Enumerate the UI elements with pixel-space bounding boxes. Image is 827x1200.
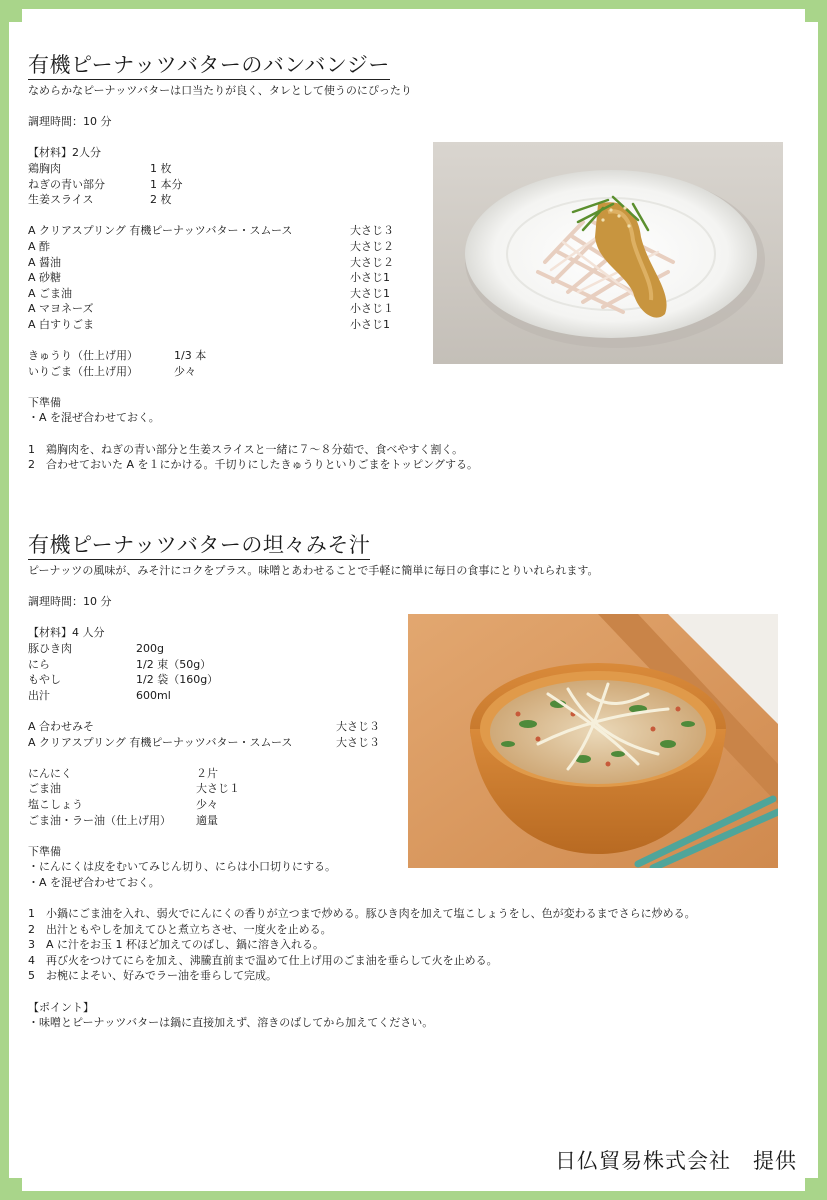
ingredient-name: 生姜スライス xyxy=(28,193,94,207)
step-item: 3 A に汁をお玉 1 杯ほど加えてのばし、鍋に溶き入れる。 xyxy=(28,938,325,952)
step-item: 1 鶏胸肉を、ねぎの青い部分と生姜スライスと一緒に７～８分茹で、食べやすく割く。 xyxy=(28,442,464,456)
point-item: ・味噌とピーナッツバターは鍋に直接加えず、溶きのばしてから加えてください。 xyxy=(28,1016,434,1030)
recipe-title: 有機ピーナッツバターの坦々みそ汁 xyxy=(28,532,370,560)
ingredient-qty: 600ml xyxy=(136,688,171,702)
ingredient-name: 豚ひき肉 xyxy=(28,641,72,655)
ingredient-name: A クリアスプリング 有機ピーナッツバター・スムース xyxy=(28,735,293,749)
ingredient-name: いりごま（仕上げ用） xyxy=(28,364,138,378)
cooking-time: 調理時間：10 分 xyxy=(28,115,112,129)
steps-list xyxy=(28,442,808,473)
border-corner xyxy=(0,0,22,22)
ingredient-name: 塩こしょう xyxy=(28,797,83,811)
step-item: 4 再び火をつけてにらを加え、沸騰直前まで温めて仕上げ用のごま油を垂らして火を止める。 xyxy=(28,953,498,967)
ingredient-qty: 1/2 袋（160g） xyxy=(136,673,219,687)
ingredient-qty: 大さじ１ xyxy=(196,782,240,796)
border-corner xyxy=(805,0,827,22)
bang-bang-chicken-photo xyxy=(433,142,783,364)
recipe-subtitle: ピーナッツの風味が、みそ汁にコクをプラス。味噌とあわせることで手軽に簡単に毎日の食事にとりいれられます。 xyxy=(28,564,599,577)
ingredient-row xyxy=(28,364,808,380)
border-corner xyxy=(805,1178,827,1200)
ingredient-name: ごま油・ラー油（仕上げ用） xyxy=(28,813,171,827)
ingredient-name: 出汁 xyxy=(28,688,50,702)
step-item: 2 出汁ともやしを加えてひと煮立ちさせ、一度火を止める。 xyxy=(28,922,332,936)
border-corner xyxy=(0,1178,22,1200)
ingredient-name: A 砂糖 xyxy=(28,271,62,285)
ingredient-qty: 大さじ２ xyxy=(350,239,394,253)
point-header: 【ポイント】 xyxy=(28,1000,94,1014)
ingredient-qty: 適量 xyxy=(196,813,218,827)
ingredient-qty: 小さじ１ xyxy=(350,302,394,316)
ingredient-name: A ごま油 xyxy=(28,286,73,300)
ingredient-qty: 少々 xyxy=(174,364,196,378)
ingredient-qty: 1/2 束（50g） xyxy=(136,657,212,671)
ingredient-qty: 1 本分 xyxy=(150,177,183,191)
ingredient-qty: 1/3 本 xyxy=(174,349,207,363)
ingredient-qty: ２片 xyxy=(196,766,218,780)
ingredient-qty: 小さじ1 xyxy=(350,271,390,285)
prep-header: 下準備 xyxy=(28,395,61,409)
ingredient-name: きゅうり（仕上げ用） xyxy=(28,349,138,363)
footer-credit: 日仏貿易株式会社 提供 xyxy=(555,1149,797,1173)
ingredient-name: ごま油 xyxy=(28,782,61,796)
step-item: 5 お椀によそい、好みでラー油を垂らして完成。 xyxy=(28,969,277,983)
ingredient-qty: 1 枚 xyxy=(150,161,172,175)
tantan-miso-soup-photo xyxy=(408,614,778,868)
cooking-time: 調理時間：10 分 xyxy=(28,595,112,609)
step-item: 1 小鍋にごま油を入れ、弱火でにんにくの香りが立つまで炒める。豚ひき肉を加えて塩こしょうをし、色が変わるまでさらに炒める。 xyxy=(28,907,696,921)
prep-list xyxy=(28,410,808,426)
ingredient-qty: 2 枚 xyxy=(150,193,172,207)
ingredient-name: ねぎの青い部分 xyxy=(28,177,105,191)
ingredient-name: A 酢 xyxy=(28,239,51,253)
ingredient-qty: 大さじ３ xyxy=(350,224,394,238)
ingredient-name: A 醤油 xyxy=(28,255,62,269)
step-item: 2 合わせておいた A を１にかける。千切りにしたきゅうりといりごまをトッピングする。 xyxy=(28,458,478,472)
ingredient-name: にんにく xyxy=(28,766,72,780)
ingredient-name: A マヨネーズ xyxy=(28,302,94,316)
point-list xyxy=(28,1015,808,1031)
prep-item: ・にんにくは皮をむいてみじん切り、にらは小口切りにする。 xyxy=(28,860,336,874)
ingredient-qty: 小さじ1 xyxy=(350,317,390,331)
recipe-title: 有機ピーナッツバターのバンバンジー xyxy=(28,52,390,80)
prep-item: ・A を混ぜ合わせておく。 xyxy=(28,875,160,889)
ingredient-qty: 200g xyxy=(136,641,164,655)
ingredients-header: 【材料】4 人分 xyxy=(28,626,105,640)
ingredient-name: A 合わせみそ xyxy=(28,719,95,733)
ingredient-name: 鶏胸肉 xyxy=(28,161,61,175)
ingredient-qty: 少々 xyxy=(196,797,218,811)
ingredient-qty: 大さじ1 xyxy=(350,286,390,300)
ingredient-name: A 白すりごま xyxy=(28,317,95,331)
ingredients-header: 【材料】2人分 xyxy=(28,146,101,160)
ingredient-name: A クリアスプリング 有機ピーナッツバター・スムース xyxy=(28,224,293,238)
recipe-subtitle: なめらかなピーナッツバターは口当たりが良く、タレとして使うのにぴったり xyxy=(28,84,412,97)
ingredient-qty: 大さじ３ xyxy=(336,735,380,749)
prep-item: ・A を混ぜ合わせておく。 xyxy=(28,411,160,425)
prep-header: 下準備 xyxy=(28,844,61,858)
ingredient-qty: 大さじ３ xyxy=(336,719,380,733)
steps-list xyxy=(28,906,808,984)
ingredient-name: もやし xyxy=(28,673,61,687)
ingredient-name: にら xyxy=(28,657,50,671)
ingredient-qty: 大さじ２ xyxy=(350,255,394,269)
